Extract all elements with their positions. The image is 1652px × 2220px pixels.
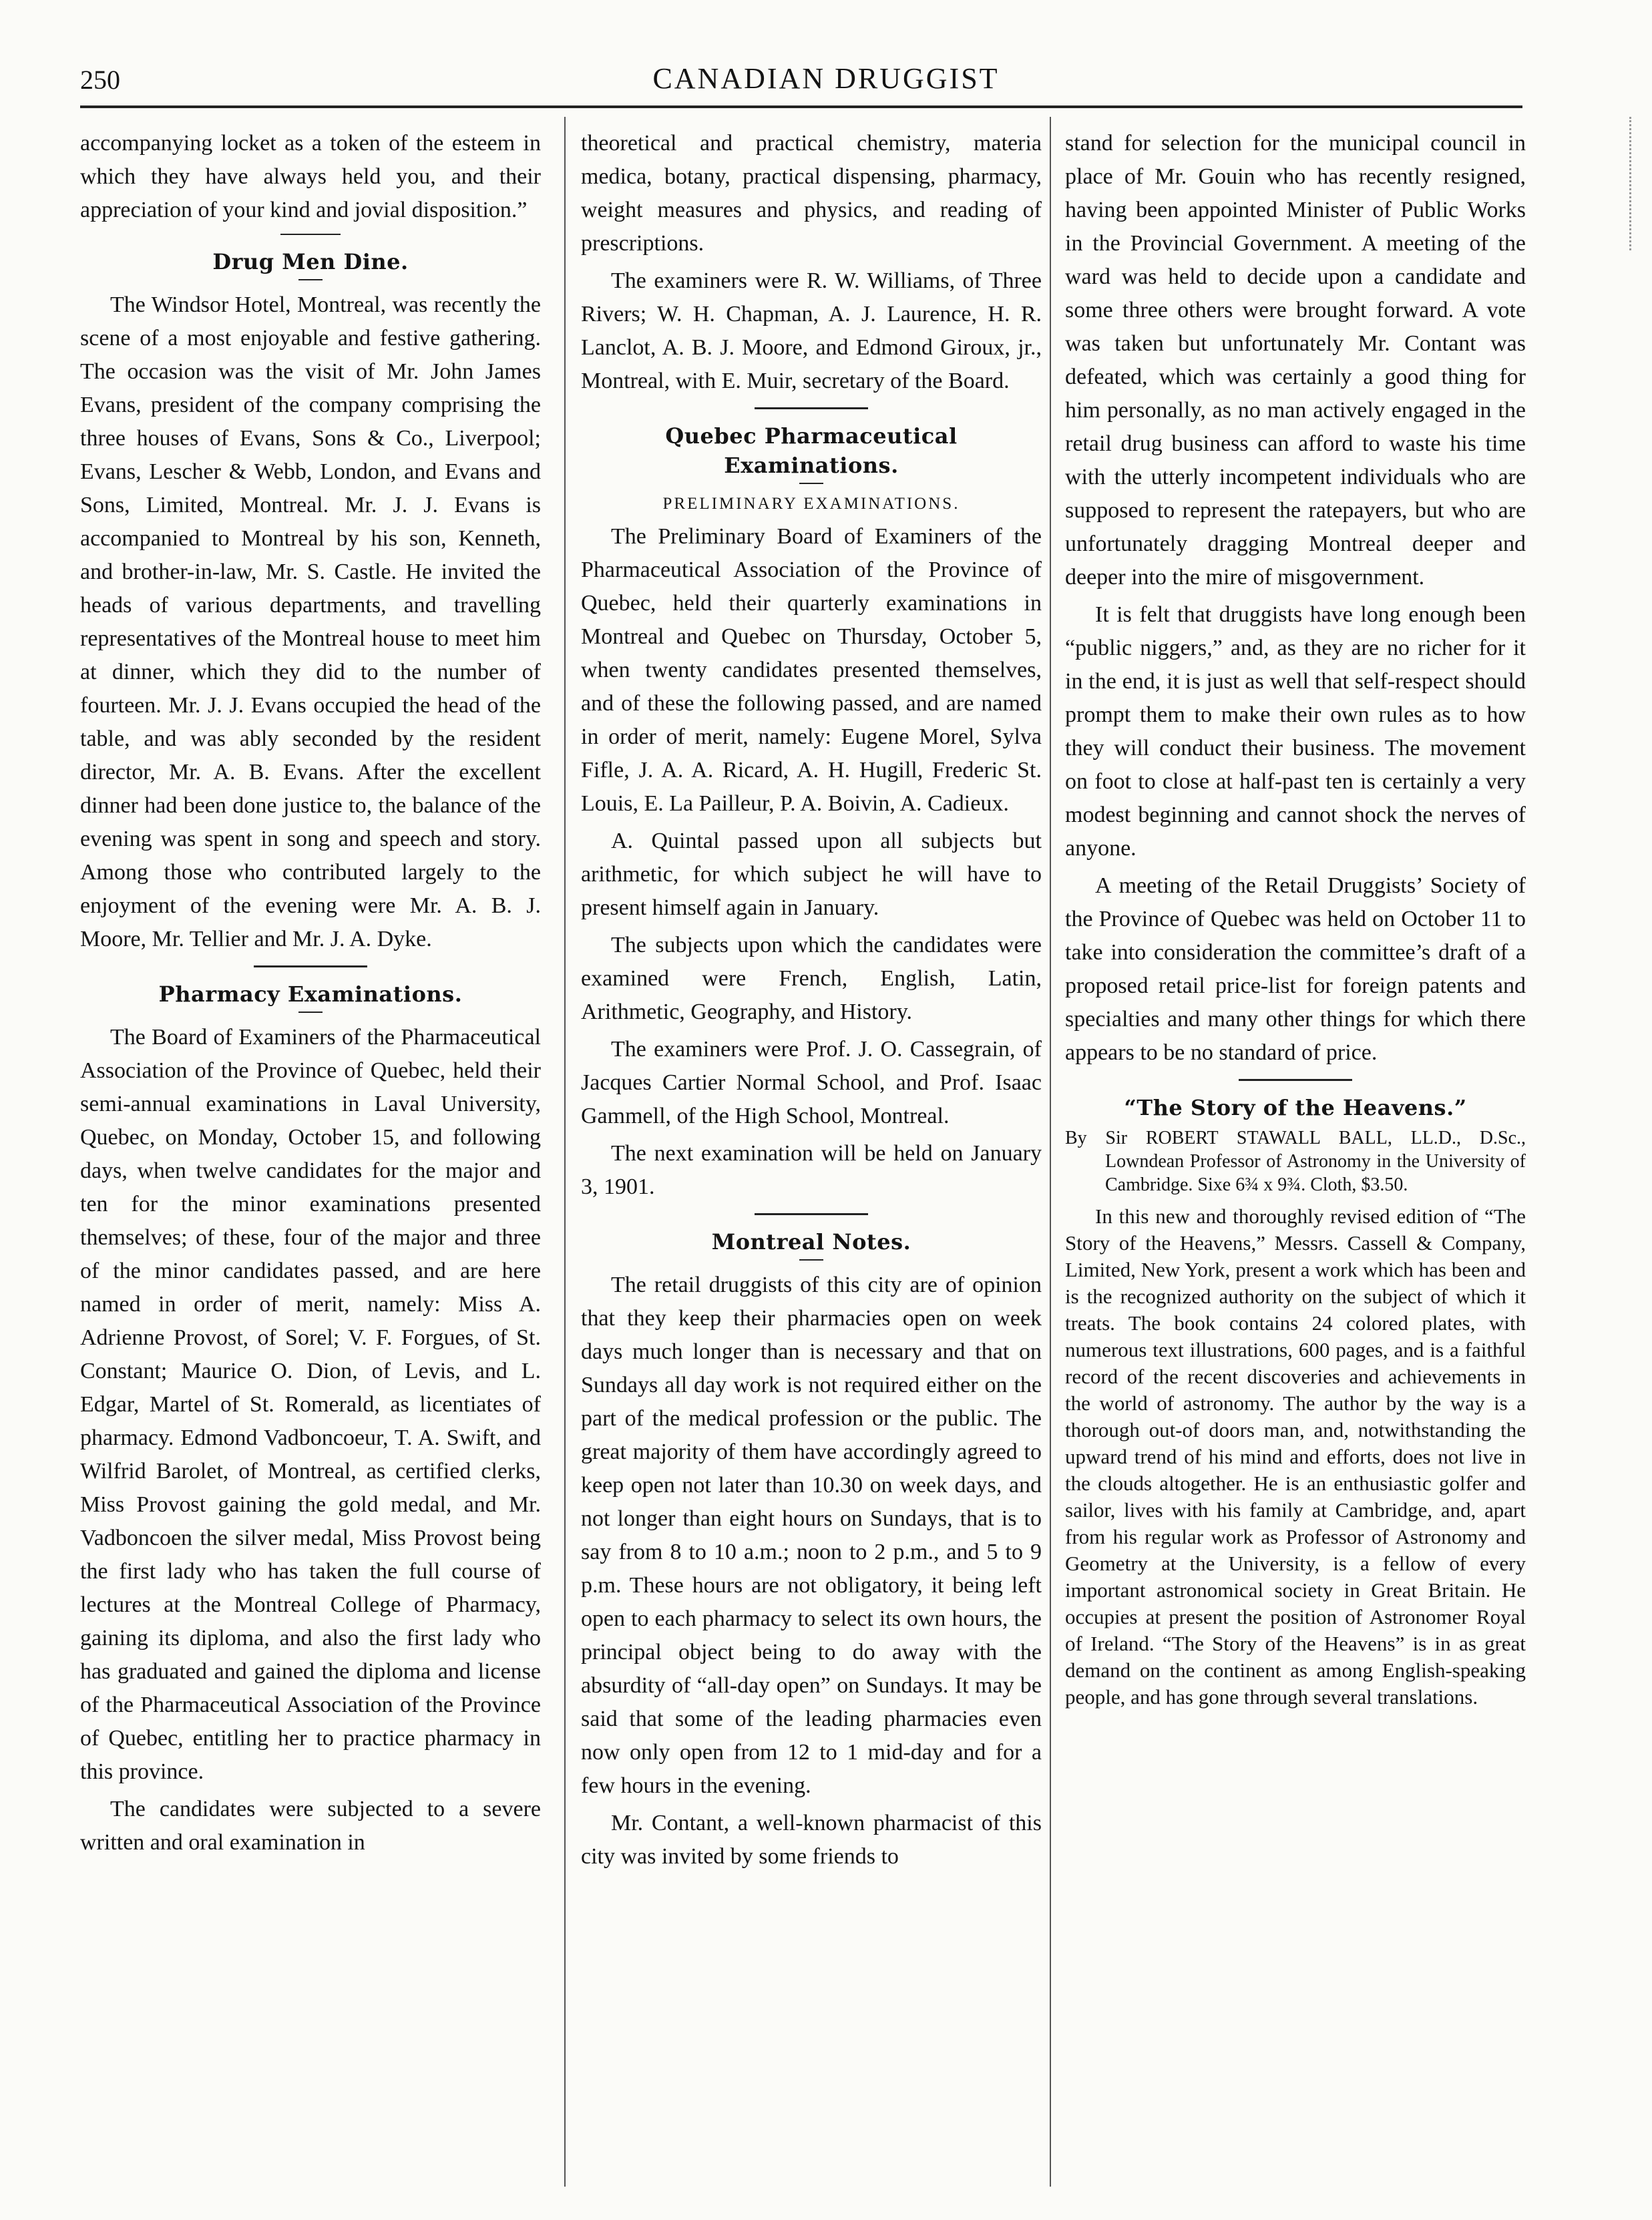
paragraph: A. Quintal passed upon all subjects but arithmetic, for which subject he will have to present himself again in January. bbox=[581, 829, 1042, 920]
section-title-montreal-notes: Montreal Notes. bbox=[711, 1229, 911, 1255]
paragraph: The Board of Examiners of the Pharmaceutical Association of the Province of Quebec, held their semi-annual examinations in Laval University, Quebec, on Monday, October 15, and following days, when twelve candidates for the major and ten for the minor examinations presented themselves; of these, four of the major and three of the minor candidates passed, and are here named in order of merit, namely: Miss A. Adrienne Provost, of Sorel; V. F. Forgues, of St. Constant; Maurice O. Dion, of Levis, and L. Edgar, Martel of St. Romerald, as licentiates of pharmacy. Edmond Vadboncoeur, T. A. Swift, and Wilfrid Barolet, of Montreal, as certified clerks, Miss Provost gaining the gold medal, and Mr. Vadboncoen the silver medal, Miss Provost being the first lady who has taken the full course of lectures at the Montreal College of Pharmacy, gaining its diploma, and also the first lady who has graduated and gained the diploma and license of the Pharmaceutical Association of the Province of Quebec, entitling her to practice pharmacy in this province. bbox=[80, 1025, 541, 1784]
paragraph: It is felt that druggists have long enough been “public niggers,” and, as they are no richer for it in the end, it is just as well that self-respect should prompt them to make their own rules as to how they will conduct their business. The movement on foot to close at half-past ten is certainly a very modest beginning and cannot shock the nerves of anyone. bbox=[1065, 602, 1526, 861]
column-divider-2 bbox=[1050, 117, 1051, 2187]
column-3 bbox=[1065, 127, 1526, 1715]
paragraph: The next examination will be held on January 3, 1901. bbox=[581, 1141, 1042, 1199]
paragraph: The Windsor Hotel, Montreal, was recently the scene of a most enjoyable and festive gathering. The occasion was the visit of Mr. John James Evans, president of the company comprising the three houses of Evans, Sons & Co., Liverpool; Evans, Lescher & Webb, London, and Evans and Sons, Limited, Montreal. Mr. J. J. Evans is accompanied to Montreal by his son, Kenneth, and brother-in-law, Mr. S. Castle. He invited the heads of various departments, and travelling representatives of the Montreal house to meet him at dinner, which they did to the number of fourteen. Mr. J. J. Evans occupied the head of the table, and was ably seconded by the resident director, Mr. A. B. Evans. After the excellent dinner had been done justice to, the balance of the evening was spent in song and speech and story. Among those who contributed largely to the enjoyment of the evening were Mr. A. B. J. Moore, Mr. Tellier and Mr. J. A. Dyke. bbox=[80, 292, 541, 951]
paragraph: stand for selection for the municipal council in place of Mr. Gouin who has recently resigned, having been appointed Minister of Public Works in the Provincial Government. A meeting of the ward was held to decide upon a candidate and some three others were brought forward. A vote was taken but unfortunately Mr. Contant was defeated, which was certainly a good thing for him personally, as no man actively engaged in the retail drug business can afford to waste his time with the utterly incompetent individuals who are supposed to represent the ratepayers, but who are unfortunately dragging Montreal deeper and deeper into the mire of misgovernment. bbox=[1065, 131, 1526, 590]
section-title-story-of-the-heavens: “The Story of the Heavens.” bbox=[1124, 1095, 1467, 1120]
paragraph: theoretical and practical chemistry, materia medica, botany, practical dispensing, pharmacy, weight measures and physics, and reading of prescriptions. bbox=[581, 131, 1042, 256]
section-rule bbox=[799, 1259, 823, 1261]
column-2 bbox=[581, 127, 1042, 1877]
section-rule bbox=[755, 407, 868, 409]
paragraph: The examiners were Prof. J. O. Cassegrain, of Jacques Cartier Normal School, and Prof. Isaac Gammell, of the High School, Montreal. bbox=[581, 1037, 1042, 1128]
paragraph: The retail druggists of this city are of opinion that they keep their pharmacies open on week days much longer than is necessary and that on Sundays all day work is not required either on the part of the medical profession or the public. The great majority of them have accordingly agreed to keep open not later than 10.30 on week days, and not longer than eight hours on Sundays, that is to say from 8 to 10 a.m.; noon to 2 p.m., and 5 to 9 p.m. These hours are not obligatory, it being left open to each pharmacy to select its own hours, the principal object being to do away with the absurdity of “all-day open” on Sundays. It may be said that some of the leading pharmacies even now only open from 12 to 1 mid-day and for a few hours in the evening. bbox=[581, 1273, 1042, 1798]
column-divider-1 bbox=[564, 117, 566, 2187]
section-rule bbox=[254, 965, 367, 967]
section-title-drug-men-dine: Drug Men Dine. bbox=[212, 249, 409, 274]
book-byline: By Sir ROBERT STAWALL BALL, LL.D., D.Sc., Lowndean Professor of Astronomy in the University of Cambridge. Sixe 6¾ x 9¾. Cloth, $3.50. bbox=[1065, 1128, 1526, 1195]
section-rule bbox=[298, 1012, 323, 1013]
section-rule bbox=[799, 483, 823, 484]
paragraph: accompanying locket as a token of the esteem in which they have always held you, and their appreciation of your kind and jovial disposition.” bbox=[80, 131, 541, 222]
section-rule bbox=[280, 234, 341, 235]
paragraph: The candidates were subjected to a severe written and oral examination in bbox=[80, 1797, 541, 1855]
column-1 bbox=[80, 127, 541, 1863]
paragraph: The examiners were R. W. Williams, of Three Rivers; W. H. Chapman, A. J. Laurence, H. R. Lanclot, A. B. J. Moore, and Edmond Giroux, jr., Montreal, with E. Muir, secretary of the Board. bbox=[581, 268, 1042, 393]
page-number: 250 bbox=[80, 65, 120, 95]
paragraph: Mr. Contant, a well-known pharmacist of this city was invited by some friends to bbox=[581, 1811, 1042, 1869]
section-rule bbox=[755, 1213, 868, 1215]
paragraph: A meeting of the Retail Druggists’ Society of the Province of Quebec was held on October 11 to take into consideration the committee’s draft of a proposed retail price-list for foreign patents and specialties and many other things for which there appears to be no standard of price. bbox=[1065, 873, 1526, 1065]
paragraph: The subjects upon which the candidates were examined were French, English, Latin, Arithmetic, Geography, and History. bbox=[581, 933, 1042, 1024]
section-title-quebec-pharmaceutical-examinations: Quebec Pharmaceutical Examinations. bbox=[665, 423, 958, 478]
paragraph: In this new and thoroughly revised edition of “The Story of the Heavens,” Messrs. Cassell & Company, Limited, New York, present a work which has been and is the recognized authority on the subject of which it treats. The book contains 24 colored plates, with numerous text illustrations, 600 pages, and is a faithful record of the recent discoveries and achievements in the world of astronomy. The author by the way is a thorough out-of doors man, and, notwithstanding the upward trend of his mind and efforts, does not live in the clouds altogether. He is an enthusiastic golfer and sailor, lives with his family at Cambridge, and, apart from his regular work as Professor of Astronomy and Geometry at the University, is a fellow of every important astronomical society in Great Britain. He occupies at present the position of Astronomer Royal of Ireland. “The Story of the Heavens” is in as great demand on the continent as among English-speaking people, and has gone through several translations. bbox=[1065, 1204, 1526, 1709]
sub-heading: PRELIMINARY EXAMINATIONS. bbox=[662, 495, 960, 513]
section-rule bbox=[298, 279, 323, 280]
section-rule bbox=[1239, 1079, 1352, 1081]
margin-dots bbox=[1629, 117, 1635, 250]
paragraph: The Preliminary Board of Examiners of the Pharmaceutical Association of the Province of Quebec, held their quarterly examinations in Montreal and Quebec on Thursday, October 5, when twenty candidates presented themselves, and of these the following passed, and are named in order of merit, namely: Eugene Morel, Sylva Fifle, J. A. A. Ricard, A. H. Hugill, Frederic St. Louis, E. La Pailleur, P. A. Boivin, A. Cadieux. bbox=[581, 524, 1042, 816]
section-title-pharmacy-examinations: Pharmacy Examinations. bbox=[158, 981, 463, 1007]
header-rule bbox=[80, 105, 1522, 108]
running-title: CANADIAN DRUGGIST bbox=[652, 62, 1000, 95]
